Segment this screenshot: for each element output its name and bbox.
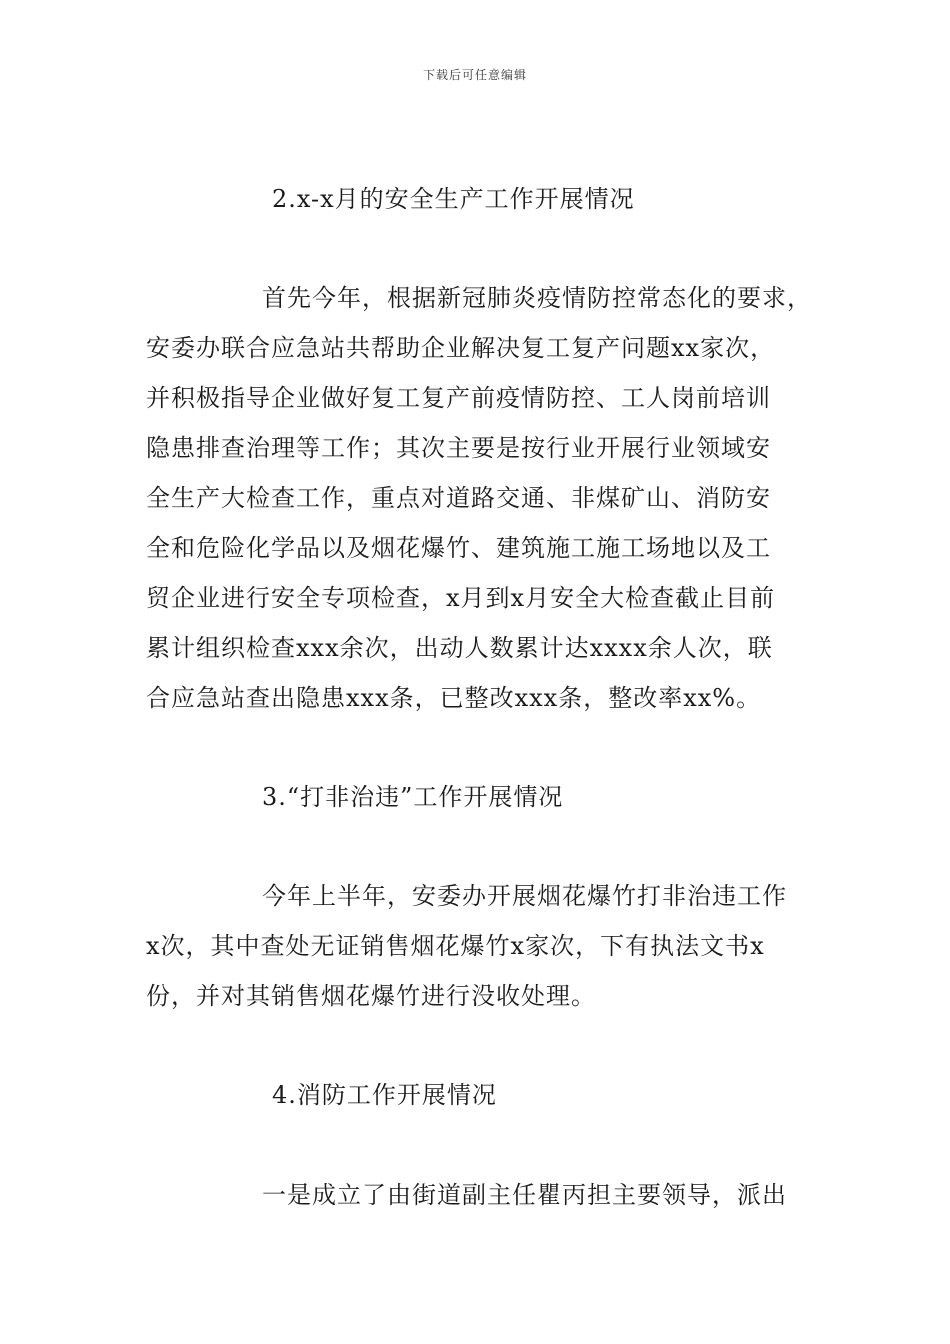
paragraph-line: 贸企业进行安全专项检查，x月到x月安全大检查截止目前 xyxy=(146,584,776,612)
paragraph-line: 份，并对其销售烟花爆竹进行没收处理。 xyxy=(146,982,596,1010)
section-paragraph-3 xyxy=(146,871,836,1021)
paragraph-line: x次，其中查处无证销售烟花爆竹x家次，下有执法文书x xyxy=(146,932,765,960)
header-note: 下载后可任意编辑 xyxy=(422,68,527,82)
paragraph-line: 隐患排查治理等工作；其次主要是按行业开展行业领域安 xyxy=(146,434,771,462)
section-heading-4: 4.消防工作开展情况 xyxy=(272,1081,497,1109)
paragraph-line: 安委办联合应急站共帮助企业解决复工复产问题xx家次， xyxy=(146,334,776,362)
paragraph-line: 全和危险化学品以及烟花爆竹、建筑施工施工场地以及工 xyxy=(146,534,771,562)
paragraph-line: 合应急站查出隐患xxx条，已整改xxx条，整改率xx%。 xyxy=(146,684,762,712)
paragraph-line: 今年上半年，安委办开展烟花爆竹打非治违工作 xyxy=(262,882,787,910)
paragraph-line: 累计组织检查xxx余次，出动人数累计达xxxx余人次，联 xyxy=(146,634,773,662)
section-heading-3: 3.“打非治违”工作开展情况 xyxy=(262,783,564,811)
paragraph-line: 首先今年，根据新冠肺炎疫情防控常态化的要求， xyxy=(262,284,812,312)
section-paragraph-2 xyxy=(146,273,836,723)
paragraph-line: 并积极指导企业做好复工复产前疫情防控、工人岗前培训 xyxy=(146,384,771,412)
paragraph-line: 一是成立了由街道副主任瞿丙担主要领导，派出 xyxy=(262,1181,787,1209)
section-heading-2: 2.x-x月的安全生产工作开展情况 xyxy=(272,185,635,213)
paragraph-line: 全生产大检查工作，重点对道路交通、非煤矿山、消防安 xyxy=(146,484,771,512)
section-paragraph-4 xyxy=(146,1170,836,1220)
